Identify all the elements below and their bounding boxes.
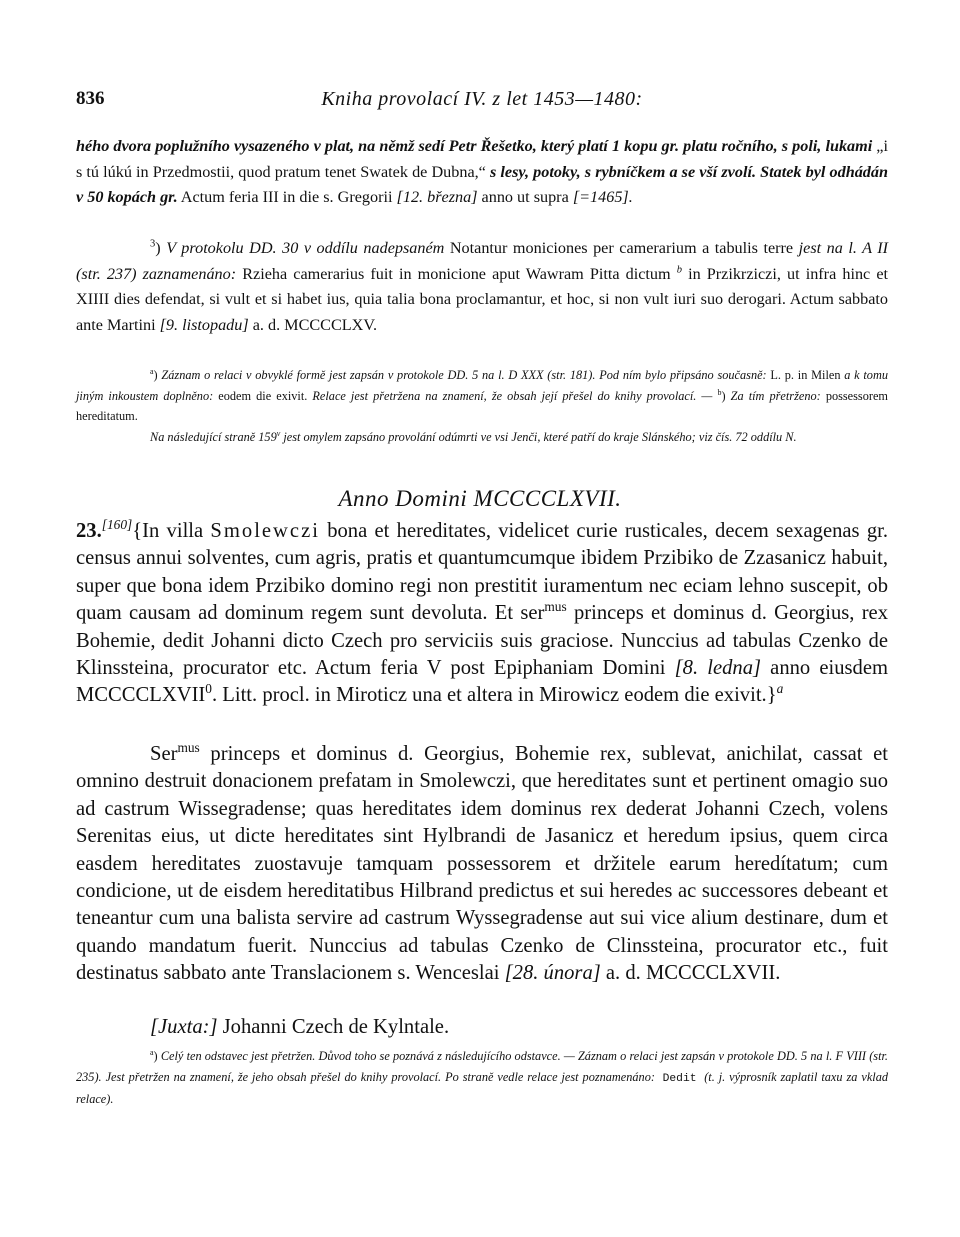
year-note: [=1465].: [572, 188, 633, 206]
page-number: 836: [76, 88, 105, 109]
footnotes-top: $^a$) Záznam o relaci v obvyklé formě jest zapsán v protokole DD. 5 na l. D XXX (str. 181). Pod ním bylo připsáno současně: L. p. in Milen a k tomu jiným inkoustem doplněno: eodem die exivit. Relace jest přetržena na znamení, že obsah její přešel do knihy provolací. — $^b$) Za tím přetrženo: possessorem hereditatum. Na následující straně 159$^v$ jest omylem zapsáno provolání odúmrti ve vsi Jenči, které patří do kraje Slánského; viz čís. 72 oddílu N.: [76, 366, 888, 444]
date-note: [12. března]: [396, 188, 478, 206]
note-ref: jest na l. A II (str. 237) zaznamenáno:: [76, 239, 889, 283]
czech-summary-2: s lesy, potoky, s rybníčkem a se vší zvolí. Statek byl odhádán v 50 kopách gr.: [76, 162, 888, 206]
para2-sup: mus: [177, 740, 200, 756]
entry-date: [8. ledna]: [674, 657, 762, 680]
footnote-text-5: Na následující straně 159: [150, 429, 277, 444]
footnote2-text-2: (t. j. výprosník zaplatil taxu za vklad relace).: [76, 1069, 888, 1106]
entry-text: {In villa: [132, 520, 211, 542]
footnote-marker-b: b: [717, 387, 722, 397]
note-3: $^3$) V protokolu DD. 30 v oddílu nadepsaném Notantur moniciones per camerarium a tabulis terre jest na l. A II (str. 237) zaznamenáno: Rzieha camerarius fuit in monicione aput Wawram Pitta dictum $^b$ in Przikrziczi, ut infra hinc et XIIII dies defendat, si vult et si habet ius, quia talia bona proclamantur, et hoc, si non vult iuri suo derogari. Actum sabbato ante Martini [9. listopadu] a. d. MCCCCLXV.: [76, 238, 889, 334]
note-intro: V protokolu DD. 30 v oddílu nadepsaném: [166, 239, 445, 257]
running-head: Kniha provolací IV. z let 1453—1480:: [321, 88, 643, 110]
latin-quote: „i s tú lúkú in Przedmostii, quod pratum tenet Swatek de Dubna,“: [76, 137, 888, 181]
abbrev-sup: mus: [544, 599, 567, 615]
note-latin: Notantur moniciones per camerarium a tabulis terre: [444, 239, 799, 257]
juxta-line: [76, 1014, 888, 1041]
footnote-ref-b: b: [676, 264, 682, 276]
footnote-ref-a: a: [776, 681, 784, 697]
latin-text-2: anno ut supra: [477, 188, 573, 206]
folio-verso: v: [276, 428, 281, 438]
footnote2-dedit: Dedit: [654, 1072, 705, 1085]
note-year: a. d. MCCCCLXV.: [248, 315, 377, 334]
footnote-text-2: a k tomu jiným inkoustem doplněno:: [76, 368, 888, 403]
footnote-text-4: Za tím přetrženo:: [730, 388, 821, 403]
page-header: [76, 88, 888, 114]
footnote-latin-3: possessorem hereditatum.: [76, 388, 888, 423]
entry-23-second: [76, 741, 888, 988]
para2-start: Ser: [150, 743, 178, 765]
folio-ref: [160]: [101, 517, 133, 533]
footnote-text-3: Relace jest přetržena na znamení, že obsah její přešel do knihy provolací. —: [312, 388, 713, 403]
para2-date: [28. února]: [504, 962, 601, 985]
note-latin-3: in Przikrziczi, ut infra hinc et XIIII dies defendat, si vult et si habet ius, quia talia bona proclamantur, et hoc, si non vult iuri suo derogari. Actum sabbato ante Martini: [76, 264, 888, 334]
entry-23: [76, 518, 888, 710]
para2-end: a. d. MCCCCLXVII.: [600, 962, 781, 985]
footnote2-marker: a: [150, 1047, 154, 1057]
note-marker: 3: [150, 238, 156, 250]
note-latin-2: Rzieha camerarius fuit in monicione aput Wawram Pitta dictum: [236, 264, 677, 283]
footnote-marker-a: a: [150, 366, 154, 376]
place-name: Smolewczi: [210, 520, 320, 542]
continued-note: [76, 134, 888, 211]
latin-text: Actum feria III in die s. Gregorii: [177, 188, 397, 206]
juxta-label: [Juxta:]: [150, 1016, 218, 1038]
footnotes-bottom: $^a$) Celý ten odstavec jest přetržen. Důvod toho se poznává z následujícího odstavce. — Záznam o relaci jest zapsán v protokole DD. 5 na l. F VIII (str. 235). Jest přetržen na znamení, že jeho obsah přešel do knihy provolací. Po straně vedle relace jest poznamenáno: Dedit (t. j. výprosník zaplatil taxu za vklad relace).: [76, 1047, 888, 1106]
footnote-latin-2: eodem die exivit.: [213, 388, 313, 403]
para2-text: princeps et dominus d. Georgius, Bohemie rex, sublevat, anichilat, cassat et omnino destruit donacionem prefatam in Smolewczi, que hereditates sunt et pertinent omagio suo ad castrum Wissegradense; quas hereditates idem dominus rex dederat Johanni Czech, volens Serenitas eius, ut dicte hereditates sint Hylbrandi de Jasanicz et heredum ipsius, quem circa easdem hereditates zuostavuje tamquam possessorem et držitele earum heredítatum; cum condicione, ut de eisdem hereditatibus Hilbrand predictus et sui heredes ac successores debeant et teneantur cum una balista servire ad castrum Wyssegradense aut sui vice alium destinare, dum et quando mandatum fuerit. Nunccius ad tabulas Czenko de Clinssteina, procurator etc., fuit destinatus sabbato ante Translacionem s. Wenceslai: [76, 743, 888, 985]
footnote-text: Záznam o relaci v obvyklé formě jest zapsán v protokole DD. 5 na l. D XXX (str. 181). Pod ním bylo připsáno současně:: [161, 368, 767, 382]
footnote-latin: L. p. in Milen: [766, 368, 845, 382]
entry-text-5: . Litt. procl. in Miroticz una et altera in Mirowicz eodem die exivit.}: [211, 684, 777, 707]
footnote-text-6: jest omylem zapsáno provolání odúmrti ve vsi Jenči, které patří do kraje Slánského; viz čís. 72 oddílu N.: [280, 429, 797, 444]
entry-number: 23.: [76, 520, 102, 542]
czech-summary: hého dvora poplužního vysazeného v plat, na němž sedí Petr Řešetko, který platí 1 kopu gr. platu ročního, s poli, lukami: [76, 137, 873, 155]
year-sup: 0: [205, 681, 212, 697]
juxta-text: Johanni Czech de Kylntale.: [217, 1016, 450, 1038]
entry-text-2: bona et hereditates, videlicet curie rusticales, decem sexagenas gr. census annui solventes, cum agris, pratis et quantumcumque ibidem Przibiko de Zzasanicz habuit, super que bona idem Przibiko domino regi non prestitit iuramentum nec eciam lehno suscepit, ob quam causam ad dominum regem sunt devoluta. Et ser: [76, 520, 888, 625]
entry-text-4: anno eiusdem MCCCCLXVII: [76, 657, 888, 707]
entry-text-3: princeps et dominus d. Georgius, rex Bohemie, dedit Johanni dicto Czech pro serviciis suis graciose. Nunccius ad tabulas Czenko de Klinssteina, procurator etc. Actum feria V post Epiphaniam Domini: [76, 602, 888, 680]
note-date: [9. listopadu]: [159, 315, 249, 334]
footnote2-text: Celý ten odstavec jest přetržen. Důvod toho se poznává z následujícího odstavce. — Záznam o relaci jest zapsán v protokole DD. 5 na l. F VIII (str. 235). Jest přetržen na znamení, že jeho obsah přešel do knihy provolací. Po straně vedle relace jest poznamenáno:: [76, 1049, 888, 1084]
section-heading: Anno Domini MCCCCLXVII.: [338, 486, 622, 511]
